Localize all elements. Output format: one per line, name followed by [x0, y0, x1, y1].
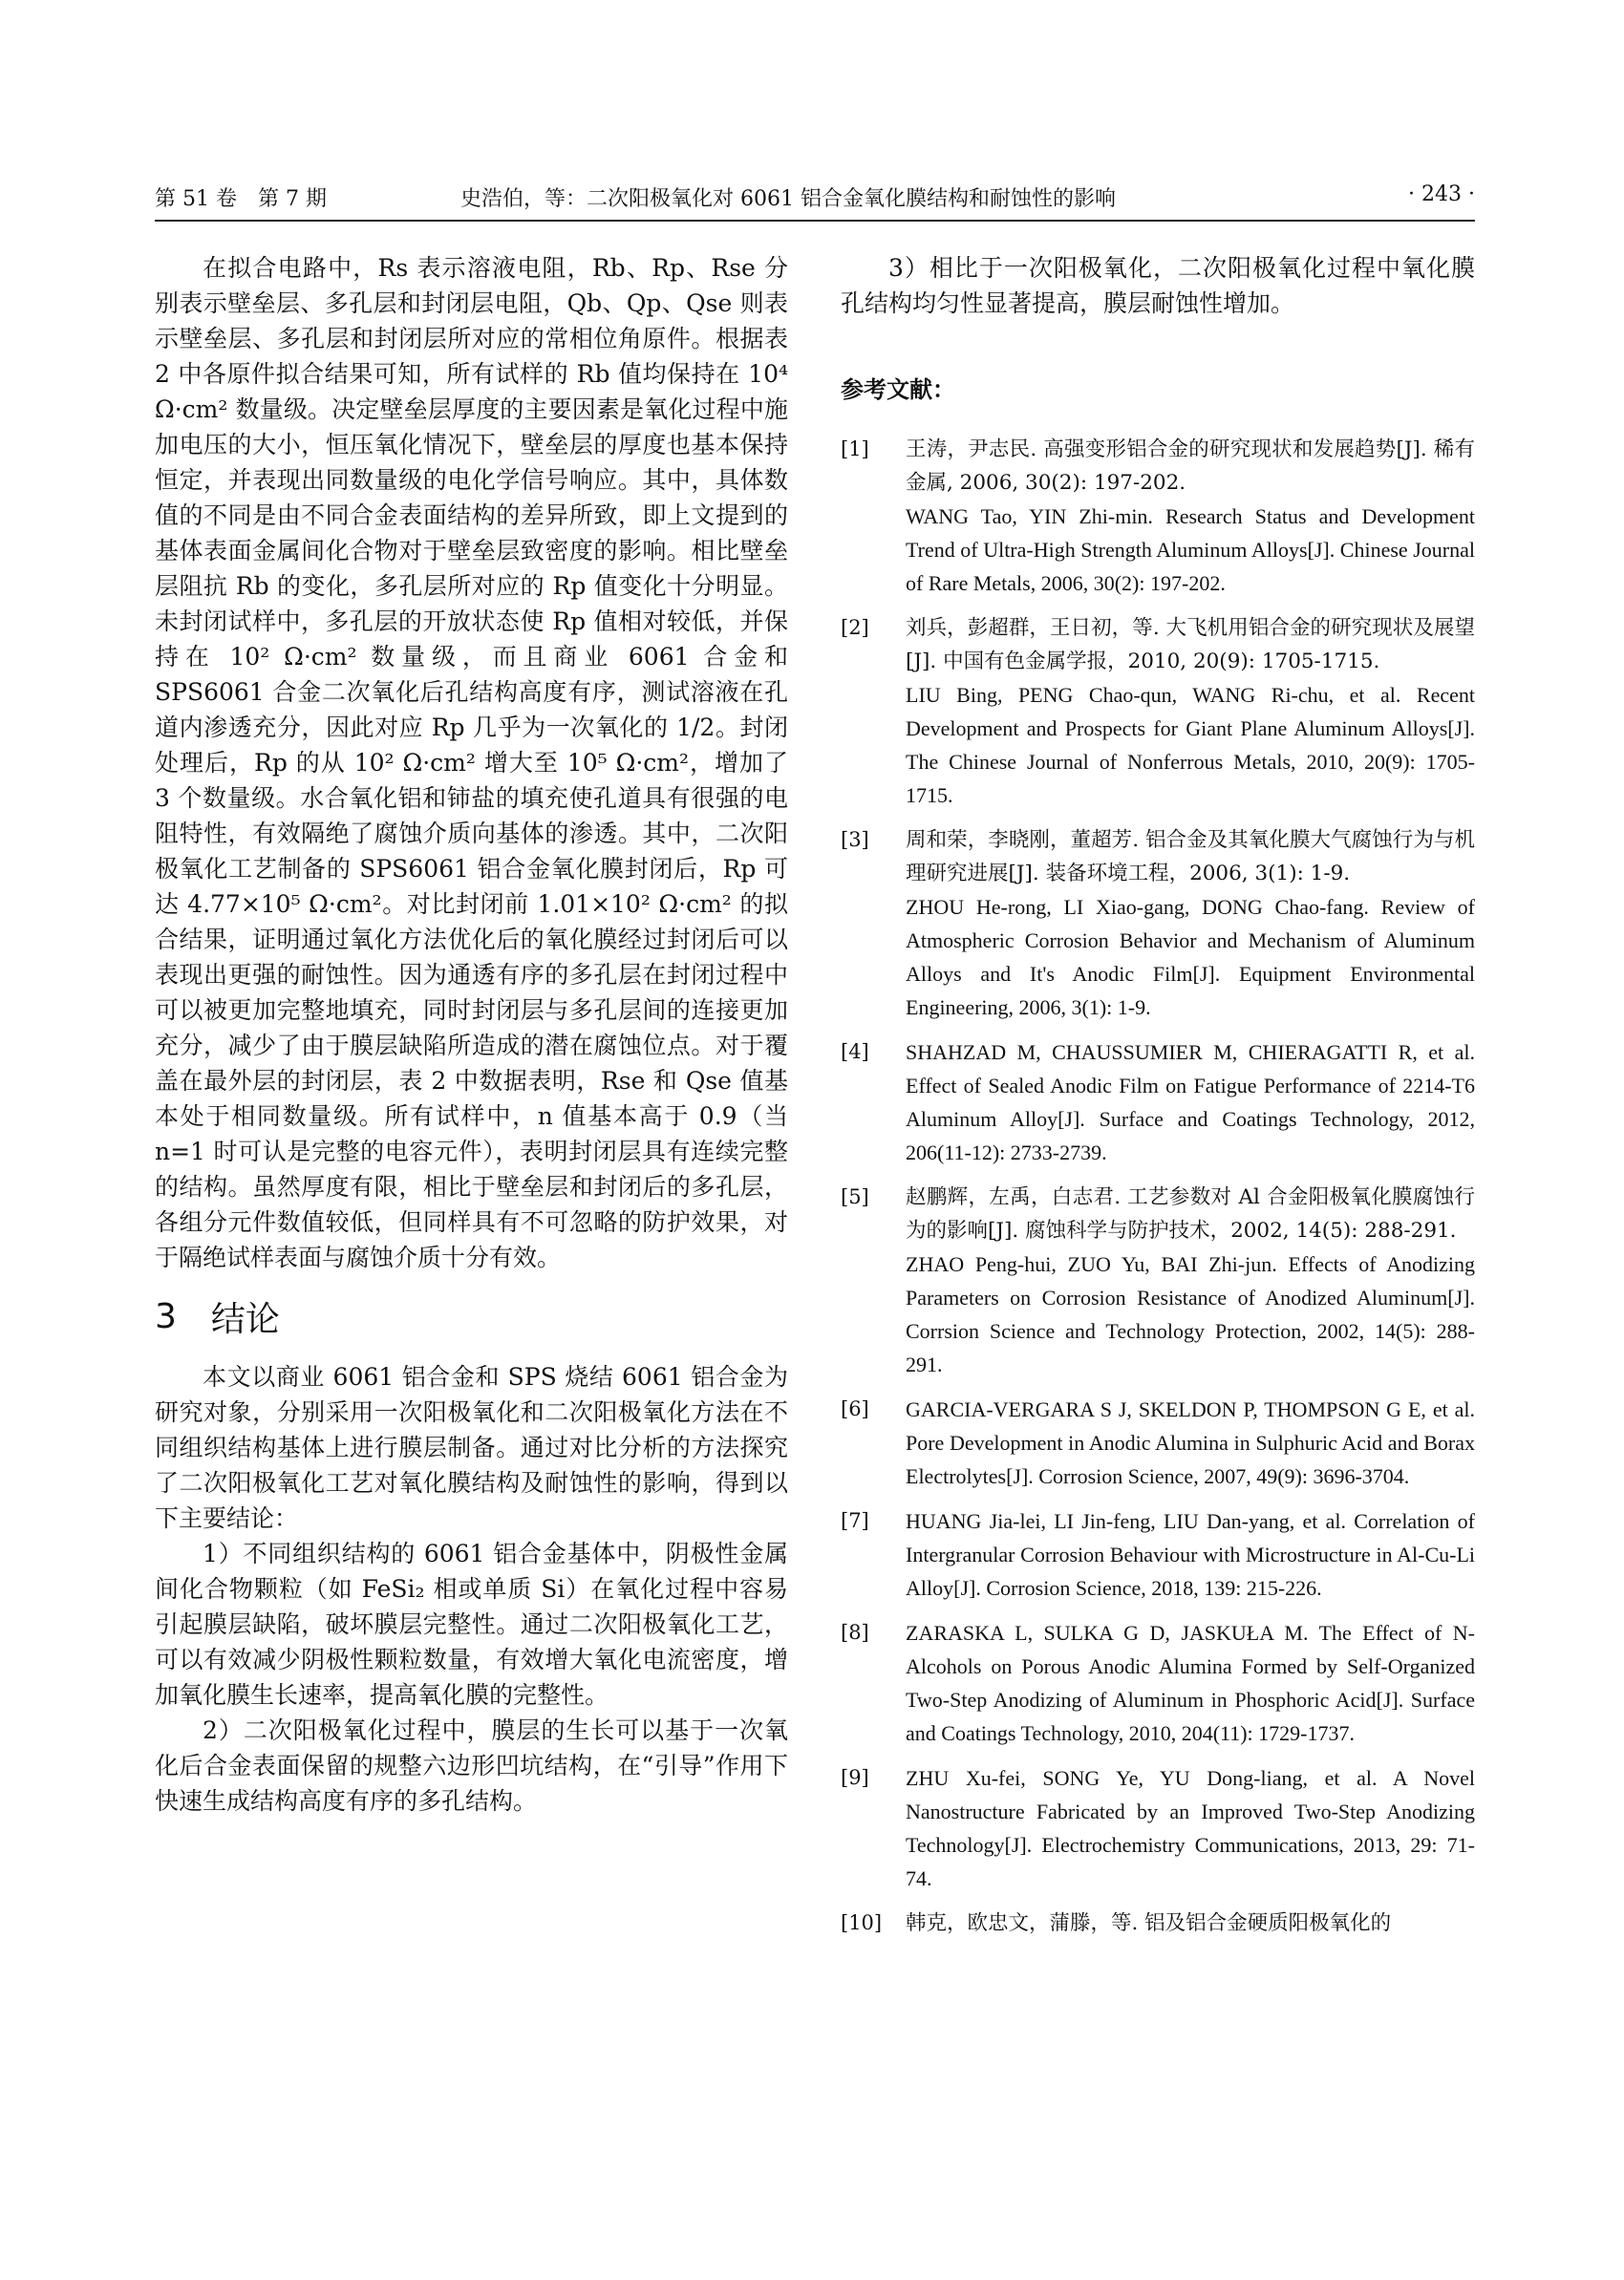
reference-number: [9] — [841, 1766, 869, 1789]
reference-en: LIU Bing, PENG Chao-qun, WANG Ri-chu, et al. Recent Development and Prospects for Giant Plane Aluminum Alloys[J]. The Chinese Journal of Nonferrous Metals, 2010, 20(9): 1705-1715. — [906, 683, 1475, 807]
reference-item — [841, 1393, 1475, 1493]
paragraph-conclusion-2: 2）二次阳极氧化过程中，膜层的生长可以基于一次氧化后合金表面保留的规整六边形凹坑结构，在“引导”作用下快速生成结构高度有序的多孔结构。 — [155, 1716, 788, 1815]
reference-item — [841, 823, 1475, 1024]
reference-zh: 赵鹏辉，左禹，白志君. 工艺参数对 Al 合金阳极氧化膜腐蚀行为的影响[J]. 腐蚀科学与防护技术，2002, 14(5): 288-291. — [906, 1185, 1475, 1243]
reference-en: ZHAO Peng-hui, ZUO Yu, BAI Zhi-jun. Effects of Anodizing Parameters on Corrosion Resistance of Anodized Aluminum[J]. Corrsion Science and Technology Protection, 2002, 14(5): 288-291. — [906, 1252, 1475, 1376]
paragraph-conclusion-intro: 本文以商业 6061 铝合金和 SPS 烧结 6061 铝合金为研究对象，分别采用一次阳极氧化和二次阳极氧化方法在不同组织结构基体上进行膜层制备。通过对比分析的方法探究了二次阳极氧化工艺对氧化膜结构及耐蚀性的影响，得到以下主要结论： — [155, 1363, 788, 1532]
reference-number: [10] — [841, 1911, 883, 1934]
reference-number: [4] — [841, 1040, 869, 1063]
references-title: 参考文献： — [841, 376, 955, 403]
reference-number: [5] — [841, 1185, 869, 1208]
reference-en: WANG Tao, YIN Zhi-min. Research Status and Development Trend of Ultra-High Strength Aluminum Alloys[J]. Chinese Journal of Rare Metals, 2006, 30(2): 197-202. — [906, 504, 1475, 595]
reference-item — [841, 433, 1475, 600]
reference-en: ZHU Xu-fei, SONG Ye, YU Dong-liang, et al. A Novel Nanostructure Fabricated by an Improved Two-Step Anodizing Technology[J]. Electrochemistry Communications, 2013, 29: 71-74. — [906, 1766, 1475, 1890]
reference-item — [841, 611, 1475, 812]
section-number: 3 — [155, 1296, 177, 1336]
reference-zh: 刘兵，彭超群，王日初，等. 大飞机用铝合金的研究现状及展望[J]. 中国有色金属学报，2010, 20(9): 1705-1715. — [906, 616, 1475, 673]
section-heading — [155, 1292, 788, 1340]
reference-zh: 韩克，欧忠文，蒲滕，等. 铝及铝合金硬质阳极氧化的 — [906, 1911, 1392, 1935]
right-column — [841, 250, 1475, 1951]
reference-number: [6] — [841, 1397, 869, 1420]
running-header — [155, 177, 1475, 215]
reference-en: HUANG Jia-lei, LI Jin-feng, LIU Dan-yang, et al. Correlation of Intergranular Corrosion Behaviour with Microstructure in Al-Cu-Li Alloy[J]. Corrosion Science, 2018, 139: 215-226. — [906, 1509, 1475, 1600]
reference-number: [1] — [841, 437, 869, 460]
reference-item — [841, 1616, 1475, 1750]
reference-item — [841, 1504, 1475, 1605]
header-rule — [155, 220, 1475, 222]
paragraph-conclusion-3: 3）相比于一次阳极氧化，二次阳极氧化过程中氧化膜孔结构均匀性显著提高，膜层耐蚀性增加。 — [841, 254, 1475, 317]
reference-en: SHAHZAD M, CHAUSSUMIER M, CHIERAGATTI R, et al. Effect of Sealed Anodic Film on Fatigue Performance of 2214-T6 Aluminum Alloy[J]. Surface and Coatings Technology, 2012, 206(11-12): 2733-2739. — [906, 1040, 1475, 1164]
reference-number: [7] — [841, 1509, 869, 1532]
reference-number: [8] — [841, 1621, 869, 1644]
reference-item — [841, 1761, 1475, 1895]
reference-zh: 王涛，尹志民. 高强变形铝合金的研究现状和发展趋势[J]. 稀有金属, 2006, 30(2): 197-202. — [906, 437, 1475, 495]
reference-item — [841, 1181, 1475, 1381]
left-column — [155, 250, 788, 1819]
reference-en: GARCIA-VERGARA S J, SKELDON P, THOMPSON G E, et al. Pore Development in Anodic Alumina in Sulphuric Acid and Borax Electrolytes[J]. Corrosion Science, 2007, 49(9): 3696-3704. — [906, 1397, 1475, 1488]
reference-item — [841, 1035, 1475, 1169]
reference-en: ZARASKA L, SULKA G D, JASKUŁA M. The Effect of N-Alcohols on Porous Anodic Alumina Formed by Self-Organized Two-Step Anodizing of Aluminum in Phosphoric Acid[J]. Surface and Coatings Technology, 2010, 204(11): 1729-1737. — [906, 1621, 1475, 1745]
running-title: 史浩伯，等：二次阳极氧化对 6061 铝合金氧化膜结构和耐蚀性的影响 — [460, 187, 1116, 211]
paragraph-conclusion-1: 1）不同组织结构的 6061 铝合金基体中，阴极性金属间化合物颗粒（如 FeSi₂ 相或单质 Si）在氧化过程中容易引起膜层缺陷，破坏膜层完整性。通过二次阳极氧化工艺，可以有效减少阴极性颗粒数量，有效增大氧化电流密度，增加氧化膜生长速率，提高氧化膜的完整性。 — [155, 1540, 788, 1709]
reference-number: [3] — [841, 828, 869, 851]
reference-zh: 周和荣，李晓刚，董超芳. 铝合金及其氧化膜大气腐蚀行为与机理研究进展[J]. 装备环境工程，2006, 3(1): 1-9. — [906, 828, 1475, 885]
page-number: · 243 · — [1408, 182, 1475, 206]
reference-number: [2] — [841, 616, 869, 639]
reference-item — [841, 1907, 1475, 1940]
journal-volume-issue: 第 51 卷 第 7 期 — [155, 187, 327, 211]
paragraph-fitting-discussion: 在拟合电路中，Rs 表示溶液电阻，Rb、Rp、Rse 分别表示壁垒层、多孔层和封闭层电阻，Qb、Qp、Qse 则表示壁垒层、多孔层和封闭层所对应的常相位角原件。根据表 2 中各原件拟合结果可知，所有试样的 Rb 值均保持在 10⁴ Ω·cm² 数量级。决定壁垒层厚度的主要因素是氧化过程中施加电压的大小，恒压氧化情况下，壁垒层的厚度也基本保持恒定，并表现出同数量级的电化学信号响应。其中，具体数值的不同是由不同合金表面结构的差异所致，即上文提到的基体表面金属间化合物对于壁垒层致密度的影响。相比壁垒层阻抗 Rb 的变化，多孔层所对应的 Rp 值变化十分明显。未封闭试样中，多孔层的开放状态使 Rp 值相对较低，并保持在 10² Ω·cm² 数量级，而且商业 6061 合金和 SPS6061 合金二次氧化后孔结构高度有序，测试溶液在孔道内渗透充分，因此对应 Rp 几乎为一次氧化的 1/2。封闭处理后，Rp 的从 10² Ω·cm² 增大至 10⁵ Ω·cm²，增加了 3 个数量级。水合氧化铝和铈盐的填充使孔道具有很强的电阻特性，有效隔绝了腐蚀介质向基体的渗透。其中，二次阳极氧化工艺制备的 SPS6061 铝合金氧化膜封闭后，Rp 可达 4.77×10⁵ Ω·cm²。对比封闭前 1.01×10² Ω·cm² 的拟合结果，证明通过氧化方法优化后的氧化膜经过封闭后可以表现出更强的耐蚀性。因为通透有序的多孔层在封闭过程中可以被更加完整地填充，同时封闭层与多孔层间的连接更加充分，减少了由于膜层缺陷所造成的潜在腐蚀位点。对于覆盖在最外层的封闭层，表 2 中数据表明，Rse 和 Qse 值基本处于相同数量级。所有试样中，n 值基本高于 0.9（当 n=1 时可认是完整的电容元件），表明封闭层具有连续完整的结构。虽然厚度有限，相比于壁垒层和封闭后的多孔层，各组分元件数值较低，但同样具有不可忽略的防护效果，对于隔绝试样表面与腐蚀介质十分有效。 — [155, 254, 788, 1271]
reference-en: ZHOU He-rong, LI Xiao-gang, DONG Chao-fang. Review of Atmospheric Corrosion Behavior and Mechanism of Aluminum Alloys and It's Anodic Film[J]. Equipment Environmental Engineering, 2006, 3(1): 1-9. — [906, 895, 1475, 1019]
section-title: 结论 — [210, 1299, 280, 1339]
